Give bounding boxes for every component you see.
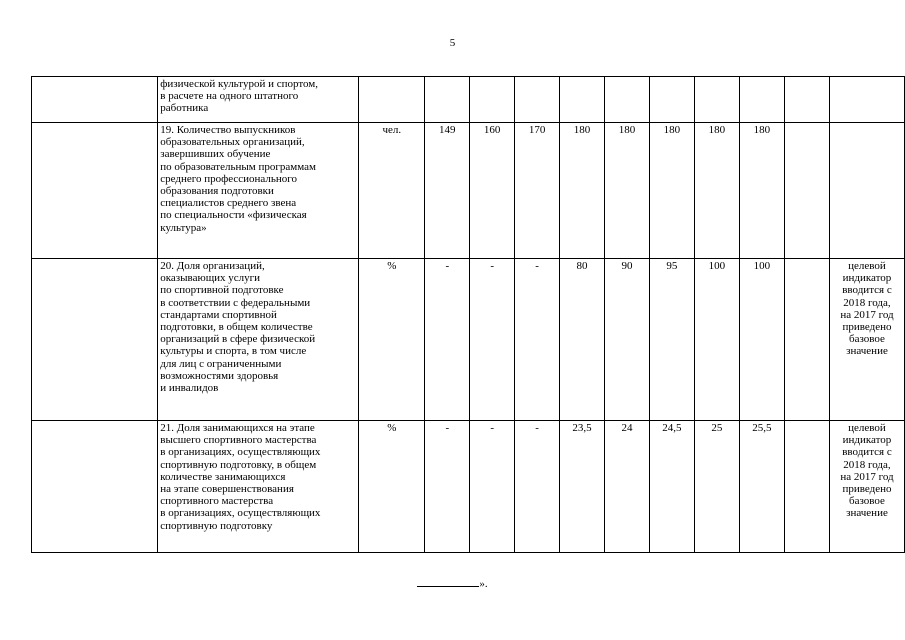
indicator-name: 21. Доля занимающихся на этапе высшего спортивного мастерства в организациях, осуществляющих спортивную подготовку, в общем количестве занимающихся на этапе совершенствования спортивного мастерства в организациях, осуществляющих спортивную подготовку <box>158 421 359 553</box>
note-cell <box>829 77 904 123</box>
indicator-name: 20. Доля организаций, оказывающих услуги по спортивной подготовке в соответствии с федеральными стандартами спортивной подготовки, в общем количестве организаций в сфере физической культуры и спорта, в том числе для лиц с ограниченными возможностями здоровья и инвалидов <box>158 259 359 421</box>
value-cell <box>784 259 829 421</box>
indicator-name: 19. Количество выпускников образовательных организаций, завершивших обучение по образовательным программам среднего профессионального образования подготовки специалистов среднего звена по специальности «физическая культура» <box>158 123 359 259</box>
value-cell: 180 <box>605 123 650 259</box>
value-cell <box>739 77 784 123</box>
value-cell: - <box>515 421 560 553</box>
value-cell <box>694 77 739 123</box>
table-row <box>32 77 905 123</box>
value-cell: 100 <box>694 259 739 421</box>
value-cell: 100 <box>739 259 784 421</box>
page-number: 5 <box>449 37 456 49</box>
value-cell <box>425 77 470 123</box>
value-cell <box>649 77 694 123</box>
program-cell <box>32 123 158 259</box>
value-cell <box>515 77 560 123</box>
unit-cell <box>359 77 425 123</box>
value-cell <box>470 77 515 123</box>
value-cell: 160 <box>470 123 515 259</box>
value-cell: - <box>470 421 515 553</box>
value-cell: 180 <box>649 123 694 259</box>
value-cell: - <box>515 259 560 421</box>
closing-mark <box>0 576 905 590</box>
closing-quote: ». <box>479 578 488 590</box>
value-cell: 24,5 <box>649 421 694 553</box>
unit-cell: % <box>359 259 425 421</box>
value-cell: 80 <box>560 259 605 421</box>
value-cell: - <box>425 421 470 553</box>
program-cell <box>32 421 158 553</box>
program-cell <box>32 259 158 421</box>
indicator-name: физической культурой и спортом, в расчете на одного штатного работника <box>158 77 359 123</box>
value-cell: 24 <box>605 421 650 553</box>
value-cell: 25 <box>694 421 739 553</box>
program-cell <box>32 77 158 123</box>
value-cell: 170 <box>515 123 560 259</box>
indicators-table <box>31 76 905 553</box>
table-row <box>32 421 905 553</box>
table-row <box>32 123 905 259</box>
table-row <box>32 259 905 421</box>
value-cell <box>784 421 829 553</box>
unit-cell: % <box>359 421 425 553</box>
value-cell: - <box>470 259 515 421</box>
unit-cell: чел. <box>359 123 425 259</box>
value-cell <box>560 77 605 123</box>
value-cell: 95 <box>649 259 694 421</box>
value-cell <box>784 77 829 123</box>
value-cell: 23,5 <box>560 421 605 553</box>
value-cell: 180 <box>694 123 739 259</box>
value-cell <box>605 77 650 123</box>
note-cell: целевой индикатор вводится с 2018 года, на 2017 год приведено базовое значение <box>829 421 904 553</box>
note-cell <box>829 123 904 259</box>
value-cell: 90 <box>605 259 650 421</box>
underline-blank <box>417 576 479 587</box>
value-cell: - <box>425 259 470 421</box>
value-cell: 149 <box>425 123 470 259</box>
value-cell <box>784 123 829 259</box>
note-cell: целевой индикатор вводится с 2018 года, на 2017 год приведено базовое значение <box>829 259 904 421</box>
value-cell: 25,5 <box>739 421 784 553</box>
value-cell: 180 <box>560 123 605 259</box>
value-cell: 180 <box>739 123 784 259</box>
